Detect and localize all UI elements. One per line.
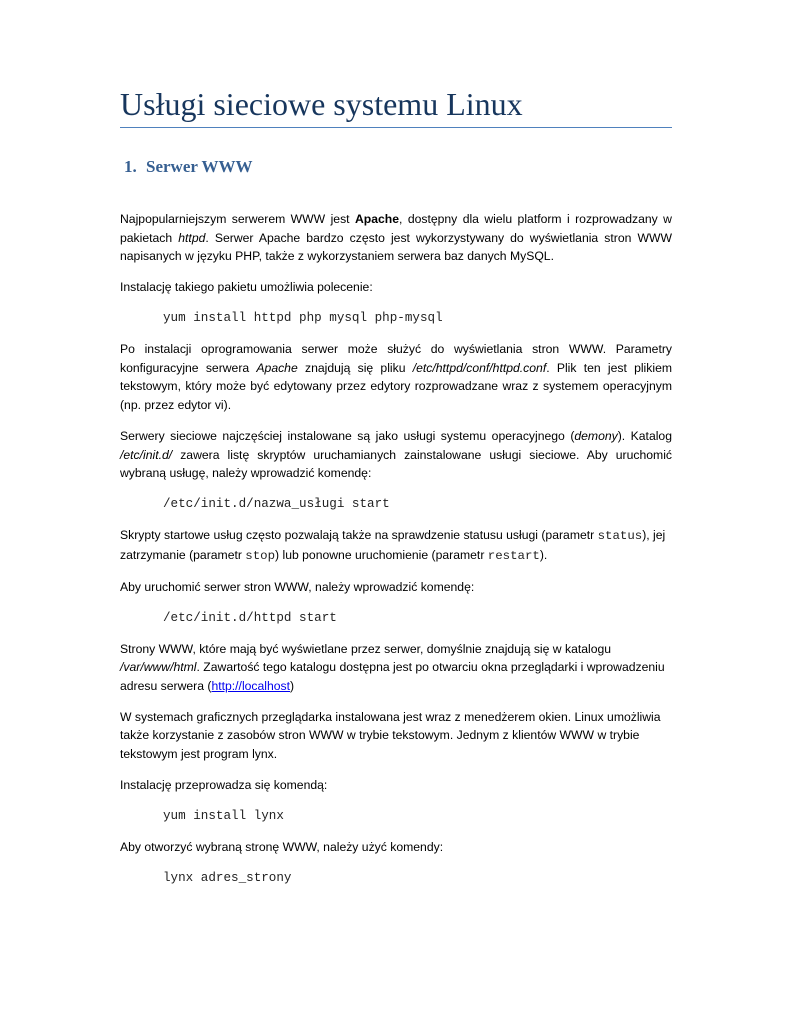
paragraph-config (120, 340, 672, 414)
bold-apache: Apache (354, 212, 400, 226)
command-init-service-start: /etc/init.d/nazwa_usługi start (163, 497, 390, 512)
paragraph-script-params (120, 526, 672, 565)
paragraph-lynx-intro: W systemach graficznych przeglądarka instalowana jest wraz z menedżerem okien. Linux umożliwia także korzystanie z zasobów stron WWW w trybie tekstowym. Jednym z klientów WWW w trybie tekstowym jest program lynx. (120, 709, 661, 761)
paragraph-install-intro: Instalację takiego pakietu umożliwia polecenie: (120, 280, 373, 295)
text: zawera listę skryptów uruchamianych zainstalowane usługi sieciowe. Aby uruchomić wybraną usługę, należy wprowadzić komendę: (120, 447, 672, 481)
text: . Plik ten jest plikiem tekstowym, który może być edytowany przez edytory rozprowadzane wraz z systemem operacyjnym (np. przez edytor vi). (120, 360, 673, 412)
italic-httpd: httpd (178, 230, 206, 245)
text: Serwery sieciowe najczęściej instalowane są jako usługi systemu operacyjnego ( (120, 428, 575, 443)
text: . Serwer Apache bardzo często jest wykorzystywany do wyświetlania stron WWW napisanych w języku PHP, także z wykorzystaniem serwera baz danych MySQL. (120, 230, 672, 264)
text: Skrypty startowe usług często pozwalają także na sprawdzenie statusu usługi (parametr (120, 528, 598, 543)
command-httpd-start: /etc/init.d/httpd start (163, 610, 337, 625)
italic-init-path: /etc/init.d/ (120, 447, 173, 462)
section-title: Serwer WWW (146, 157, 253, 176)
text: Strony WWW, które mają być wyświetlane przez serwer, domyślnie znajdują się w katalogu (120, 641, 612, 656)
command-lynx-open: lynx adres_strony (163, 870, 292, 885)
command-yum-install-httpd: yum install httpd php mysql php-mysql (163, 311, 443, 326)
italic-webroot-path: /var/www/html (120, 660, 197, 675)
title-underline (120, 127, 672, 128)
paragraph-webroot (120, 640, 672, 696)
italic-config-path: /etc/httpd/conf/httpd.conf (412, 360, 547, 375)
paragraph-start-server: Aby uruchomić serwer stron WWW, należy wprowadzić komendę: (120, 579, 475, 594)
paragraph-lynx-install-intro: Instalację przeprowadza się komendą: (120, 777, 328, 792)
command-yum-install-lynx: yum install lynx (163, 808, 284, 823)
text: Najpopularniejszym serwerem WWW jest (120, 212, 355, 226)
text: ). Katalog (617, 428, 672, 443)
italic-apache: Apache (256, 360, 298, 375)
text: ) (290, 678, 295, 693)
section-heading (124, 157, 253, 177)
text: ) lub ponowne uruchomienie (parametr (275, 547, 488, 562)
text: znajdują się pliku (297, 360, 413, 375)
text: . Zawartość tego katalogu dostępna jest po otwarciu okna przeglądarki i wprowadzeniu adresu serwera ( (120, 660, 665, 693)
text: ). (539, 547, 548, 562)
section-number: 1. (124, 157, 137, 176)
document-body (120, 210, 672, 900)
text: , dostępny dla wielu platform i rozprowadzany w pakietach (120, 212, 672, 245)
text: Po instalacji oprogramowania serwer może służyć do wyświetlania stron WWW. Parametry konfiguracyjne serwera (120, 342, 672, 375)
document-title: Usługi sieciowe systemu Linux (120, 86, 523, 122)
code-restart: restart (487, 548, 540, 563)
paragraph-lynx-usage: Aby otworzyć wybraną stronę WWW, należy użyć komendy: (120, 839, 444, 854)
paragraph-apache-intro (120, 210, 672, 266)
code-stop: stop (245, 548, 276, 563)
code-status: status (597, 529, 643, 544)
localhost-link[interactable]: http://localhost (211, 678, 291, 693)
italic-demony: demony (574, 428, 618, 443)
text: ), jej zatrzymanie (parametr (120, 528, 666, 562)
paragraph-daemons (120, 427, 672, 483)
